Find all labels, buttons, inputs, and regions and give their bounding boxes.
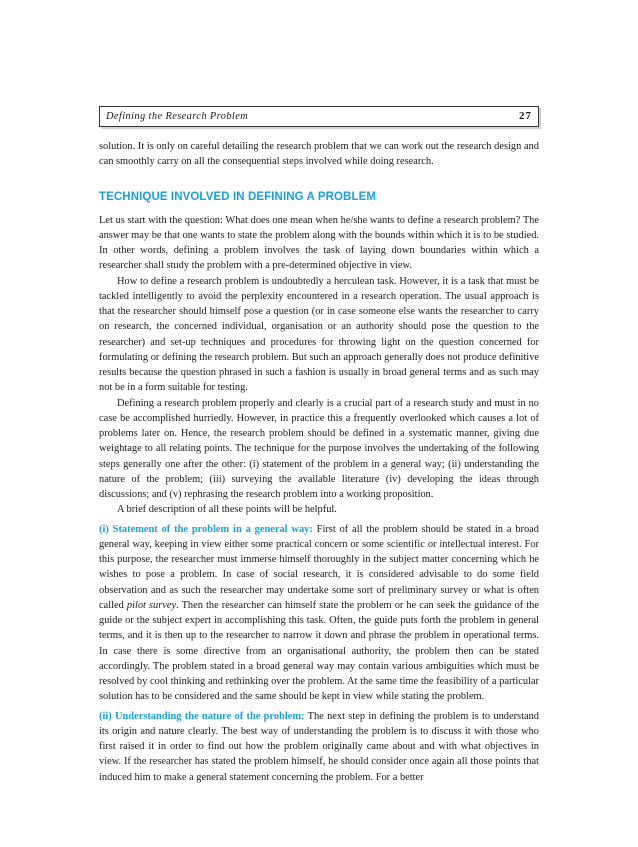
point-1-text-before: First of all the problem should be stated in a broad general way, keeping in view either some practical concern or some scientific or intellectual interest. For this purpose, the researcher must immerse himself thoroughly in the subject matter concerning which he wishes to pose a problem. In case of social research, it is considered advisable to do some field observation and as such the researcher may undertake some sort of preliminary survey or what is often called (99, 523, 539, 611)
header-title: Defining the Research Problem (106, 111, 249, 122)
point-2-text: The next step in defining the problem is to understand its origin and nature clearly. The best way of understanding the problem is to discuss it with those who first raised it in order to find out how the problem originally came about and with what objectives in view. If the researcher has stated the problem himself, he should consider once again all those points that induced him to make a general statement concerning the problem. For a better (99, 710, 539, 783)
point-1-text-after: . Then the researcher can himself state the problem or he can seek the guidance of the guide or the subject expert in accomplishing this task. Often, the guide puts forth the problem in general terms, and it is then up to the researcher to narrow it down and phrase the problem in operational terms. In case there is some directive from an organisational authority, the problem then can be stated accordingly. The problem stated in a broad general way may contain various ambiguities which must be resolved by cool thinking and rethinking over the problem. At the same time the feasibility of a particular solution has to be considered and the same should be kept in view while stating the problem. (99, 599, 539, 703)
point-2-paragraph (99, 709, 539, 785)
intro-paragraph: solution. It is only on careful detailing the research problem that we can work out the research design and can smoothly carry on all the consequential steps involved while doing research. (99, 141, 539, 168)
point-1-paragraph (99, 522, 539, 705)
section-paragraph-3: Defining a research problem properly and clearly is a crucial part of a research study and must in no case be accomplished hurriedly. However, in practice this a frequently overlooked which causes a lot of problems later on. Hence, the research problem should be defined in a systematic manner, giving due weightage to all relating points. The technique for the purpose involves the undertaking of the following steps generally one after the other: (i) statement of the problem in a general way; (ii) understanding the nature of the problem; (iii) surveying the available literature (iv) developing the ideas through discussions; and (v) rephrasing the research problem into a working proposition. (99, 397, 539, 500)
section-paragraph-4: A brief description of all these points will be helpful. (117, 504, 337, 516)
point-2-heading: (ii) Understanding the nature of the problem: (99, 710, 305, 722)
section-heading: TECHNIQUE INVOLVED IN DEFINING A PROBLEM (99, 190, 377, 203)
running-header (99, 106, 539, 127)
section-paragraph-1: Let us start with the question: What does one mean when he/she wants to define a research problem? The answer may be that one wants to state the problem along with the bounds within which it is to be studied. In other words, defining a problem involves the task of laying down boundaries within which a researcher shall study the problem with a pre-determined objective in view. (99, 214, 539, 272)
point-1-heading: (i) Statement of the problem in a general way: (99, 523, 313, 535)
page-number: 27 (519, 110, 532, 122)
section-paragraph-2: How to define a research problem is undoubtedly a herculean task. However, it is a task that must be tackled intelligently to avoid the perplexity encountered in a research operation. The usual approach is that the researcher should himself pose a question (or in case someone else wants the researcher to carry on research, the concerned individual, organisation or an authority should pose the question to the researcher) and set-up techniques and procedures for throwing light on the question concerned for formulating or defining the research problem. But such an approach generally does not produce definitive results because the question phrased in such a fashion is usually in broad general terms and as such may not be in a form suitable for testing. (99, 275, 539, 394)
page (99, 106, 539, 785)
point-1-term: pilot survey (126, 599, 177, 611)
